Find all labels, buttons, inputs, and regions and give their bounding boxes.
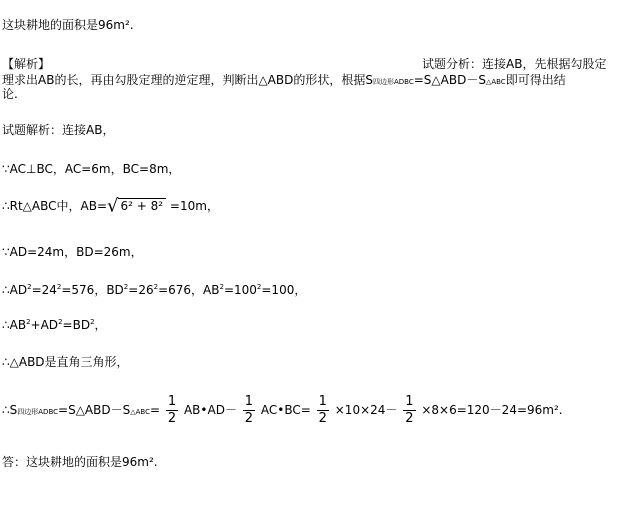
- analysis-body: 理求出AB的长，再由勾股定理的逆定理，判断出△ABD的形状，根据S四边形ADBC=S△ABD－S△ABC即可得出结: [2, 73, 566, 87]
- step-ab-length: ∴Rt△ABC中，AB=√ 6² + 8² =10m，: [2, 195, 219, 217]
- fraction-half: $\frac{1}{2}$: [405, 394, 414, 426]
- analysis-intro: 试题分析：连接AB，先根据勾股定: [422, 57, 607, 71]
- fraction-half: $\frac{1}{2}$: [167, 394, 177, 426]
- sqrt-expression: 6² + 8²: [118, 198, 167, 213]
- step-pythagorean-converse: $\therefore AB^2+AD^2=BD^2$，: [2, 318, 107, 332]
- solution-heading: 试题解析：连接AB，: [2, 123, 115, 137]
- analysis-label: 【解析】: [2, 57, 51, 71]
- fraction-half: $\frac{1}{2}$: [318, 394, 327, 426]
- top-statement: 这块耕地的面积是96m².: [2, 18, 134, 32]
- step-area-calc: ∴S四边形ADBC=S△ABD－S△ABC= $\frac{1}{2}$ AB•AD－ $\frac{1}{2}$ AC•BC= $\frac{1}{2}$ ×10×24－ $\frac{1}{2}$ ×8×6=120－24=96m².: [2, 394, 563, 426]
- step-right-triangle: ∴△ABD是直角三角形，: [2, 355, 129, 369]
- step-given-ad-bd: ∵AD=24m，BD=26m，: [2, 245, 143, 259]
- analysis-end: 论.: [2, 87, 18, 101]
- final-answer: 答：这块耕地的面积是96m².: [2, 455, 158, 469]
- fraction-half: $\frac{1}{2}$: [244, 394, 254, 426]
- step-squares: $\therefore AD^2=24^2=576$，$BD^2=26^2=676$，$AB^2=100^2=100$，: [2, 283, 307, 297]
- step-given-ac-bc: ∵AC⊥BC，AC=6m，BC=8m，: [2, 162, 181, 176]
